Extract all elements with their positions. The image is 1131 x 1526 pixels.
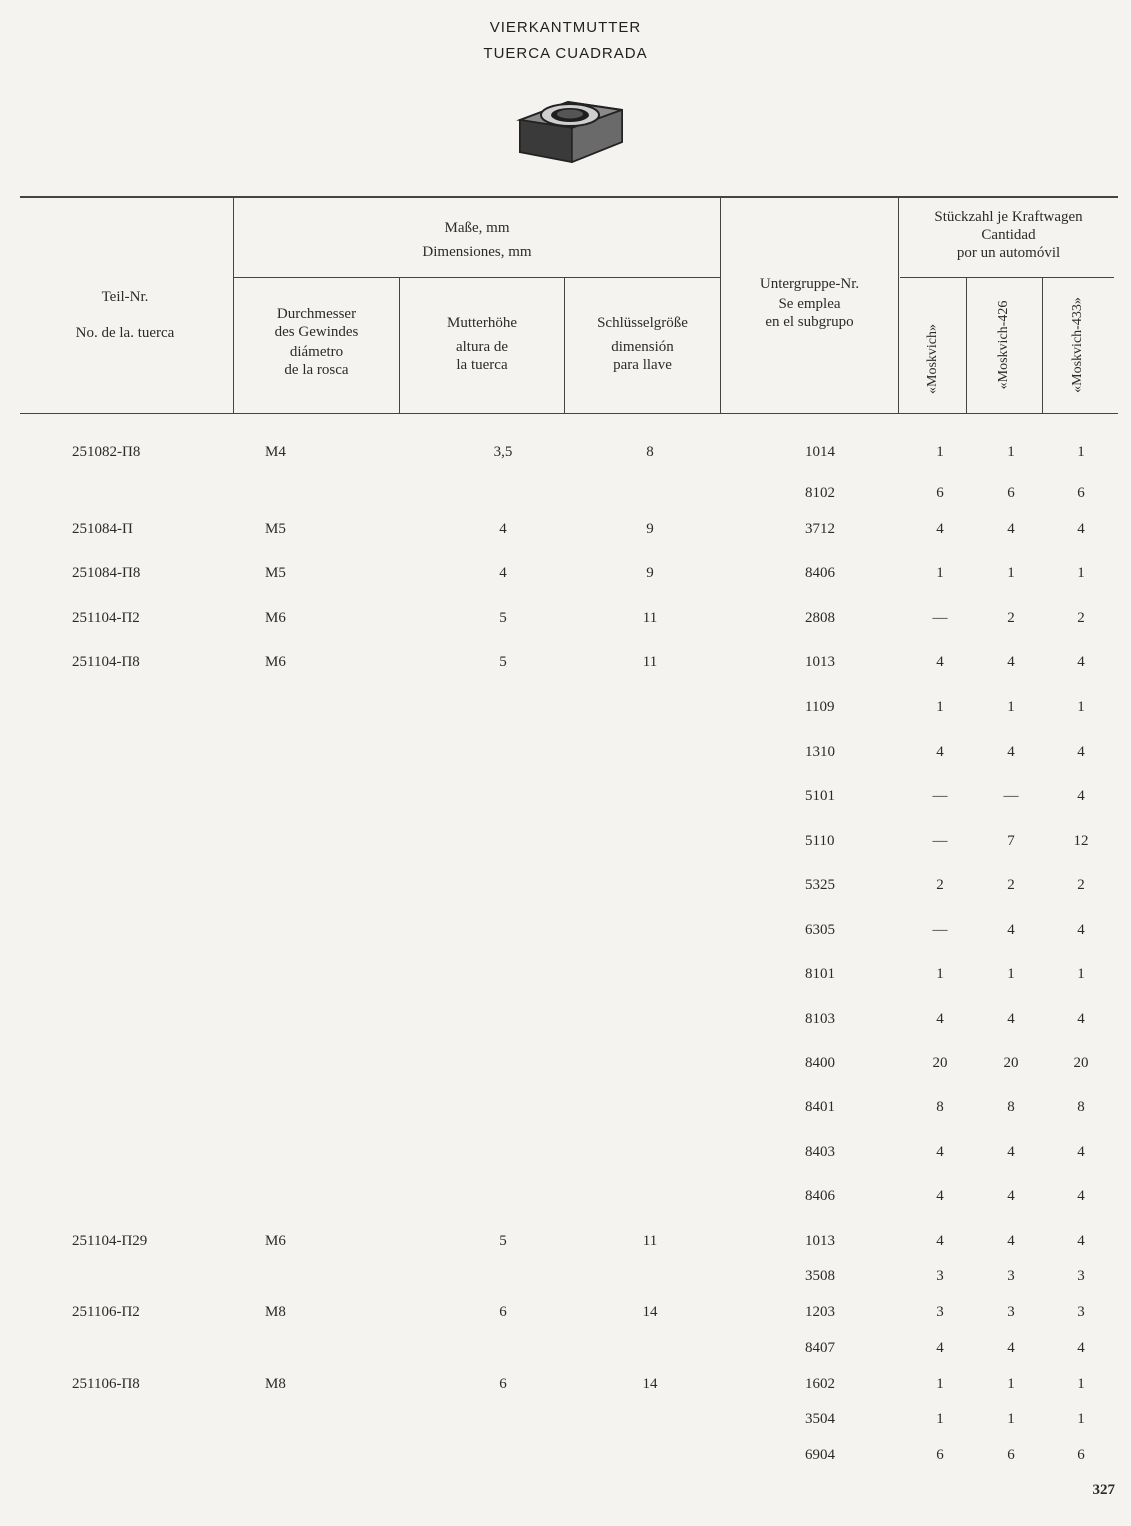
cell-qty-moskvich-433: 20 (1073, 1055, 1089, 1071)
cell-wrench-size: 11 (642, 1233, 658, 1249)
cell-subgroup: 8103 (805, 1011, 835, 1027)
cell-nut-height: 4 (499, 521, 507, 537)
cell-part-number: 251082-П8 (72, 444, 141, 460)
cell-subgroup: 8406 (805, 1188, 835, 1204)
cell-qty-moskvich-426: 4 (1007, 1340, 1015, 1356)
cell-qty-moskvich-426: — (1003, 788, 1019, 804)
cell-qty-moskvich-426: 1 (1007, 966, 1015, 982)
cell-qty-moskvich: 6 (936, 1447, 944, 1463)
cell-qty-moskvich-433: 3 (1077, 1304, 1085, 1320)
cell-qty-moskvich-433: 4 (1077, 1188, 1085, 1204)
cell-qty-moskvich: 6 (936, 485, 944, 501)
cell-qty-moskvich-426: 4 (1007, 922, 1015, 938)
square-nut-illustration (510, 80, 628, 182)
cell-qty-moskvich: 20 (932, 1055, 948, 1071)
cell-qty-moskvich-426: 4 (1007, 744, 1015, 760)
header-model-moskvich: «Moskvich» (925, 324, 940, 394)
header-teil-nr: Teil-Nr. No. de la. tuerca (75, 289, 175, 341)
cell-qty-moskvich-433: 4 (1077, 922, 1085, 938)
cell-qty-moskvich-426: 1 (1007, 444, 1015, 460)
cell-qty-moskvich: 1 (936, 1411, 944, 1427)
cell-qty-moskvich: 4 (936, 1233, 944, 1249)
cell-qty-moskvich: 4 (936, 1340, 944, 1356)
cell-qty-moskvich: 4 (936, 654, 944, 670)
cell-qty-moskvich-433: 4 (1077, 1233, 1085, 1249)
cell-nut-height: 6 (499, 1304, 507, 1320)
cell-part-number: 251106-П8 (72, 1376, 140, 1392)
col-divider (1042, 278, 1043, 413)
cell-qty-moskvich-433: 2 (1077, 610, 1085, 626)
header-sub-rule-dims (234, 277, 720, 278)
cell-qty-moskvich-433: 2 (1077, 877, 1085, 893)
cell-qty-moskvich: — (932, 610, 948, 626)
cell-qty-moskvich: 8 (936, 1099, 944, 1115)
cell-qty-moskvich-426: 2 (1007, 610, 1015, 626)
cell-nut-height: 5 (499, 654, 507, 670)
table-top-rule (20, 196, 1118, 198)
cell-qty-moskvich: 4 (936, 744, 944, 760)
cell-qty-moskvich: 4 (936, 1188, 944, 1204)
cell-nut-height: 5 (499, 1233, 507, 1249)
cell-wrench-size: 11 (642, 610, 658, 626)
cell-qty-moskvich-433: 1 (1077, 1376, 1085, 1392)
cell-subgroup: 8403 (805, 1144, 835, 1160)
header-mutterhoehe: Mutterhöhe altura de la tuerca (447, 315, 517, 373)
cell-wrench-size: 14 (642, 1376, 658, 1392)
cell-subgroup: 1013 (805, 654, 835, 670)
cell-qty-moskvich-426: 7 (1007, 833, 1015, 849)
cell-qty-moskvich: 3 (936, 1268, 944, 1284)
cell-subgroup: 1602 (805, 1376, 835, 1392)
cell-qty-moskvich-433: 4 (1077, 521, 1085, 537)
cell-qty-moskvich-426: 4 (1007, 1188, 1015, 1204)
cell-subgroup: 8401 (805, 1099, 835, 1115)
cell-part-number: 251084-П (72, 521, 133, 537)
cell-qty-moskvich-426: 1 (1007, 565, 1015, 581)
cell-qty-moskvich-433: 4 (1077, 744, 1085, 760)
cell-subgroup: 2808 (805, 610, 835, 626)
header-gewinde: Durchmesser des Gewindes diámetro de la rosca (274, 306, 359, 378)
cell-subgroup: 6305 (805, 922, 835, 938)
col-divider (966, 278, 967, 413)
cell-thread-diameter: M4 (265, 444, 286, 460)
cell-qty-moskvich-433: 4 (1077, 1011, 1085, 1027)
cell-wrench-size: 11 (642, 654, 658, 670)
cell-subgroup: 3508 (805, 1268, 835, 1284)
cell-qty-moskvich-433: 3 (1077, 1268, 1085, 1284)
cell-qty-moskvich-426: 8 (1007, 1099, 1015, 1115)
cell-qty-moskvich-426: 4 (1007, 1011, 1015, 1027)
cell-qty-moskvich-426: 6 (1007, 1447, 1015, 1463)
cell-subgroup: 5101 (805, 788, 835, 804)
cell-qty-moskvich-433: 6 (1077, 1447, 1085, 1463)
cell-wrench-size: 14 (642, 1304, 658, 1320)
cell-subgroup: 8101 (805, 966, 835, 982)
cell-subgroup: 6904 (805, 1447, 835, 1463)
cell-qty-moskvich-433: 1 (1077, 444, 1085, 460)
cell-subgroup: 8400 (805, 1055, 835, 1071)
header-masse: Maße, mm Dimensiones, mm (422, 220, 532, 260)
header-sub-rule-qty (900, 277, 1114, 278)
header-stueckzahl: Stückzahl je Kraftwagen Cantidad por un automóvil (934, 209, 1083, 261)
cell-wrench-size: 9 (646, 521, 654, 537)
cell-thread-diameter: M8 (265, 1304, 286, 1320)
cell-qty-moskvich: — (932, 922, 948, 938)
cell-qty-moskvich: — (932, 833, 948, 849)
page-title: VIERKANTMUTTER (489, 19, 642, 36)
cell-wrench-size: 9 (646, 565, 654, 581)
cell-qty-moskvich-433: 4 (1077, 654, 1085, 670)
cell-part-number: 251084-П8 (72, 565, 141, 581)
header-model-moskvich-426: «Moskvich-426 (996, 300, 1011, 390)
page-number: 327 (1092, 1482, 1115, 1498)
cell-qty-moskvich-433: 1 (1077, 1411, 1085, 1427)
cell-subgroup: 8406 (805, 565, 835, 581)
cell-subgroup: 5325 (805, 877, 835, 893)
cell-thread-diameter: M6 (265, 654, 286, 670)
cell-thread-diameter: M6 (265, 1233, 286, 1249)
cell-qty-moskvich-433: 1 (1077, 966, 1085, 982)
cell-qty-moskvich-426: 4 (1007, 654, 1015, 670)
cell-part-number: 251104-П2 (72, 610, 140, 626)
cell-qty-moskvich: 1 (936, 1376, 944, 1392)
cell-thread-diameter: M6 (265, 610, 286, 626)
cell-part-number: 251104-П8 (72, 654, 140, 670)
cell-qty-moskvich-433: 4 (1077, 1144, 1085, 1160)
cell-subgroup: 5110 (805, 833, 835, 849)
cell-thread-diameter: M5 (265, 565, 286, 581)
cell-qty-moskvich-426: 4 (1007, 1233, 1015, 1249)
cell-qty-moskvich-433: 12 (1073, 833, 1089, 849)
cell-qty-moskvich-426: 20 (1003, 1055, 1019, 1071)
cell-qty-moskvich-426: 2 (1007, 877, 1015, 893)
cell-nut-height: 5 (499, 610, 507, 626)
cell-qty-moskvich-433: 4 (1077, 788, 1085, 804)
cell-subgroup: 1014 (805, 444, 835, 460)
cell-qty-moskvich: 1 (936, 699, 944, 715)
cell-qty-moskvich-426: 4 (1007, 521, 1015, 537)
cell-qty-moskvich-426: 6 (1007, 485, 1015, 501)
cell-subgroup: 1203 (805, 1304, 835, 1320)
cell-qty-moskvich: 1 (936, 565, 944, 581)
cell-nut-height: 6 (499, 1376, 507, 1392)
header-schluesselgroesse: Schlüsselgröße dimensión para llave (597, 315, 688, 373)
cell-thread-diameter: M8 (265, 1376, 286, 1392)
cell-wrench-size: 8 (646, 444, 654, 460)
cell-thread-diameter: M5 (265, 521, 286, 537)
header-bottom-rule (20, 413, 1118, 414)
cell-qty-moskvich-433: 1 (1077, 565, 1085, 581)
cell-qty-moskvich-433: 8 (1077, 1099, 1085, 1115)
cell-qty-moskvich-426: 1 (1007, 699, 1015, 715)
cell-qty-moskvich-426: 1 (1007, 1376, 1015, 1392)
cell-qty-moskvich: 4 (936, 1144, 944, 1160)
cell-nut-height: 4 (499, 565, 507, 581)
cell-qty-moskvich: 4 (936, 521, 944, 537)
cell-subgroup: 1310 (805, 744, 835, 760)
cell-subgroup: 3712 (805, 521, 835, 537)
cell-qty-moskvich: 1 (936, 966, 944, 982)
cell-qty-moskvich-426: 4 (1007, 1144, 1015, 1160)
page-subtitle: TUERCA CUADRADA (483, 45, 648, 62)
cell-qty-moskvich: 4 (936, 1011, 944, 1027)
cell-qty-moskvich-426: 3 (1007, 1304, 1015, 1320)
cell-part-number: 251106-П2 (72, 1304, 140, 1320)
cell-subgroup: 8407 (805, 1340, 835, 1356)
cell-qty-moskvich-426: 1 (1007, 1411, 1015, 1427)
cell-subgroup: 1109 (805, 699, 835, 715)
cell-qty-moskvich: 1 (936, 444, 944, 460)
cell-part-number: 251104-П29 (72, 1233, 148, 1249)
cell-qty-moskvich: 2 (936, 877, 944, 893)
cell-qty-moskvich: 3 (936, 1304, 944, 1320)
cell-subgroup: 8102 (805, 485, 835, 501)
cell-nut-height: 3,5 (493, 444, 513, 460)
cell-subgroup: 1013 (805, 1233, 835, 1249)
cell-qty-moskvich-433: 6 (1077, 485, 1085, 501)
cell-qty-moskvich-433: 1 (1077, 699, 1085, 715)
header-model-moskvich-433: «Moskvich-433» (1070, 297, 1085, 393)
cell-qty-moskvich-433: 4 (1077, 1340, 1085, 1356)
header-untergruppe: Untergruppe-Nr. Se emplea en el subgrupo (759, 276, 860, 330)
cell-subgroup: 3504 (805, 1411, 835, 1427)
cell-qty-moskvich: — (932, 788, 948, 804)
cell-qty-moskvich-426: 3 (1007, 1268, 1015, 1284)
